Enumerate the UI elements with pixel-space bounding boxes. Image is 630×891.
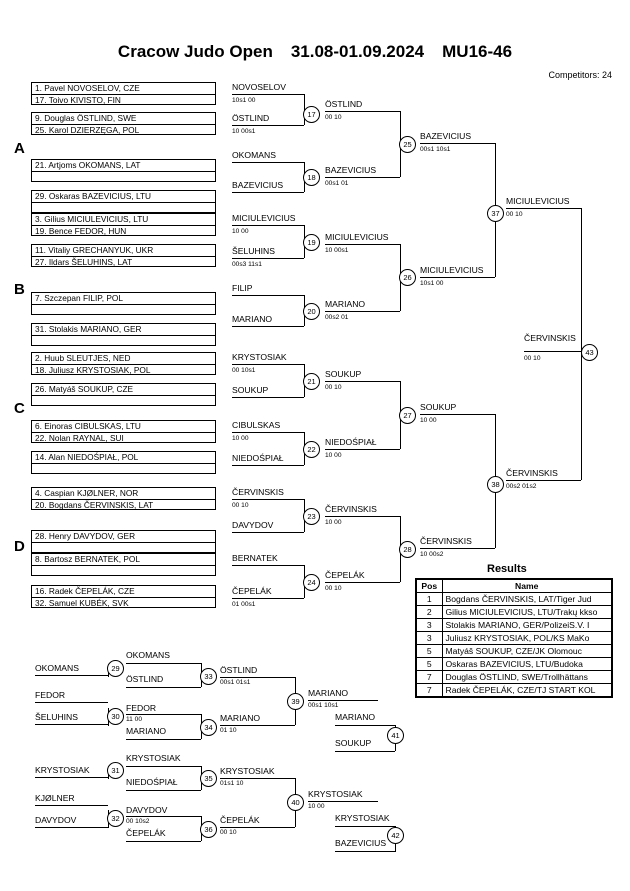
bracket-line	[232, 326, 304, 327]
bracket-line	[220, 778, 295, 779]
r1-score: 10 00	[232, 435, 249, 442]
result-name: Stolakis MARIANO, GER/PolizeiS.V. I	[442, 619, 612, 632]
r1-winner: BAZEVICIUS	[232, 180, 284, 190]
r2-winner: MICIULEVICIUS	[325, 232, 389, 242]
semi-winner: MICIULEVICIUS	[506, 196, 570, 206]
r1-winner: SOUKUP	[232, 385, 269, 395]
entry-box[interactable]	[31, 553, 216, 576]
match-node-34[interactable]: 34	[200, 719, 217, 736]
entry-name: 18. Juliusz KRYSTOSIAK, POL	[32, 364, 215, 376]
rep-score: 10 00	[308, 803, 325, 810]
bracket-line	[335, 851, 395, 852]
page-title	[0, 42, 630, 62]
rep-winner: ČEPELÁK	[220, 815, 260, 825]
bracket-line	[126, 714, 201, 715]
r1-winner: BERNATEK	[232, 553, 278, 563]
bracket-line	[126, 790, 201, 791]
entry-name	[32, 565, 215, 577]
bracket-line	[325, 311, 400, 312]
entry-name: 20. Bogdans ČERVINSKIS, LAT	[32, 499, 215, 511]
match-node-17[interactable]: 17	[303, 106, 320, 123]
table-row	[416, 632, 612, 645]
entry-name	[32, 304, 215, 316]
match-node-43[interactable]: 43	[581, 344, 598, 361]
rep-score: 01 10	[220, 727, 237, 734]
entry-name: 19. Bence FEDOR, HUN	[32, 225, 215, 237]
entry-box[interactable]	[31, 487, 216, 510]
bracket-line	[420, 143, 495, 144]
r1-winner: KRYSTOSIAK	[232, 352, 287, 362]
entry-name: 31. Stolakis MARIANO, GER	[35, 324, 142, 334]
bracket-line	[35, 777, 108, 778]
semi-score: 00 10	[506, 211, 523, 218]
entry-box[interactable]	[31, 159, 216, 182]
table-row	[416, 619, 612, 632]
result-pos: 1	[416, 593, 442, 606]
bracket-line	[232, 499, 304, 500]
result-name: Douglas ÖSTLIND, SWE/Trollhättans	[442, 671, 612, 684]
entry-box[interactable]	[31, 244, 216, 267]
r3-winner: ČERVINSKIS	[420, 536, 472, 546]
result-pos: 5	[416, 658, 442, 671]
bracket-line	[581, 208, 582, 480]
r1-score: 00s3 11s1	[232, 261, 262, 268]
r3-score: 10 00	[420, 417, 437, 424]
bracket-line	[335, 826, 395, 827]
bracket-line	[325, 449, 400, 450]
r1-score: 10s1 00	[232, 97, 256, 104]
bracket-line	[506, 208, 581, 209]
match-node-25[interactable]: 25	[399, 136, 416, 153]
bronze-entry: BAZEVICIUS	[335, 838, 387, 848]
result-name: Bogdans ČERVINSKIS, LAT/Tiger Jud	[442, 593, 612, 606]
match-node-35[interactable]: 35	[200, 770, 217, 787]
rep-winner: ČEPELÁK	[126, 828, 166, 838]
bracket-line	[35, 827, 108, 828]
entry-name: 29. Oskaras BAZEVICIUS, LTU	[35, 191, 152, 201]
rep-winner: DAVYDOV	[126, 805, 168, 815]
match-node-37[interactable]: 37	[487, 205, 504, 222]
bracket-line	[325, 244, 400, 245]
match-node-23[interactable]: 23	[303, 508, 320, 525]
rep-winner: KRYSTOSIAK	[126, 753, 181, 763]
rep-entry: KRYSTOSIAK	[35, 765, 90, 775]
r1-winner: NIEDOŚPIAŁ	[232, 453, 284, 463]
entry-box[interactable]	[31, 82, 216, 105]
entry-box[interactable]	[31, 213, 216, 236]
match-node-29[interactable]: 29	[107, 660, 124, 677]
rep-winner: MARIANO	[220, 713, 261, 723]
rep-entry: DAVYDOV	[35, 815, 77, 825]
rep-score: 00s1 01s1	[220, 679, 251, 686]
entry-name: 1. Pavel NOVOSELOV, CZE	[35, 83, 140, 93]
results-table	[415, 578, 613, 698]
table-row	[416, 684, 612, 698]
bronze-entry: MARIANO	[335, 712, 376, 722]
match-node-40[interactable]: 40	[287, 794, 304, 811]
r3-winner: SOUKUP	[420, 402, 457, 412]
bracket-line	[126, 841, 201, 842]
entry-box[interactable]	[31, 451, 216, 474]
entry-name	[32, 171, 215, 183]
bracket-line	[420, 414, 495, 415]
bracket-line	[126, 739, 201, 740]
bracket-line	[524, 351, 581, 352]
r1-winner: NOVOSELOV	[232, 82, 286, 92]
bracket-line	[232, 225, 304, 226]
r1-winner: ÖSTLIND	[232, 113, 270, 123]
r1-winner: ČEPELÁK	[232, 586, 272, 596]
entry-name: 9. Douglas ÖSTLIND, SWE	[35, 113, 137, 123]
r2-score: 10 00s1	[325, 247, 349, 254]
result-name: Radek ČEPELÁK, CZE/TJ START KOL	[442, 684, 612, 698]
bracket-line	[232, 397, 304, 398]
bracket-line	[126, 766, 201, 767]
competitors-count: Competitors: 24	[548, 70, 612, 80]
entry-box[interactable]	[31, 530, 216, 553]
r3-score: 10 00s2	[420, 551, 444, 558]
bracket-line	[325, 177, 400, 178]
table-row	[416, 606, 612, 619]
entry-name: 27. Ildars ŠELUHINS, LAT	[32, 256, 215, 268]
match-node-27[interactable]: 27	[399, 407, 416, 424]
match-node-42[interactable]: 42	[387, 827, 404, 844]
r1-score: 01 00s1	[232, 601, 256, 608]
match-node-21[interactable]: 21	[303, 373, 320, 390]
match-node-36[interactable]: 36	[200, 821, 217, 838]
bracket-line	[232, 125, 304, 126]
bracket-line	[325, 516, 400, 517]
entry-name: 3. Gilius MICIULEVICIUS, LTU	[35, 214, 149, 224]
entry-name	[32, 335, 215, 347]
r1-score: 10 00s1	[232, 128, 256, 135]
group-label-b: B	[14, 281, 25, 298]
rep-entry: KJØLNER	[35, 793, 75, 803]
entry-name	[32, 395, 215, 407]
bracket-line	[35, 724, 108, 725]
entry-box[interactable]	[31, 420, 216, 443]
event-date: 31.08-01.09.2024	[290, 42, 425, 61]
entry-name: 17. Toivo KIVISTO, FIN	[32, 94, 215, 106]
r1-winner: FILIP	[232, 283, 253, 293]
entry-name: 28. Henry DAVYDOV, GER	[35, 531, 136, 541]
entry-name: 32. Samuel KUBÉK, SVK	[32, 597, 215, 609]
entry-name: 22. Nolan RAYNAL, SUI	[32, 432, 215, 444]
r2-score: 00 10	[325, 114, 342, 121]
r1-winner: OKOMANS	[232, 150, 276, 160]
table-row	[416, 593, 612, 606]
column-header-name: Name	[442, 579, 612, 593]
table-row	[416, 658, 612, 671]
result-name: Oskaras BAZEVICIUS, LTU/Budoka	[442, 658, 612, 671]
entry-name	[32, 463, 215, 475]
group-label-a: A	[14, 140, 25, 157]
r2-winner: NIEDOŚPIAŁ	[325, 437, 377, 447]
r1-score: 10 00	[232, 228, 249, 235]
bracket-line	[506, 480, 581, 481]
r3-winner: BAZEVICIUS	[420, 131, 472, 141]
bracket-line	[126, 816, 201, 817]
r2-winner: SOUKUP	[325, 369, 362, 379]
bracket-line	[325, 582, 400, 583]
r3-score: 10s1 00	[420, 280, 444, 287]
r1-winner: DAVYDOV	[232, 520, 274, 530]
result-pos: 3	[416, 632, 442, 645]
r3-score: 00s1 10s1	[420, 146, 451, 153]
bracket-line	[220, 677, 295, 678]
column-header-pos: Pos	[416, 579, 442, 593]
match-node-19[interactable]: 19	[303, 234, 320, 251]
entry-box[interactable]	[31, 292, 216, 315]
rep-score: 00 10s2	[126, 818, 150, 825]
bracket-line	[232, 258, 304, 259]
r2-winner: ČEPELÁK	[325, 570, 365, 580]
entry-name: 21. Artjoms OKOMANS, LAT	[35, 160, 141, 170]
rep-entry: ŠELUHINS	[35, 712, 78, 722]
match-node-30[interactable]: 30	[107, 708, 124, 725]
result-name: Gilius MICIULEVICIUS, LTU/Trakų kkso	[442, 606, 612, 619]
rep-winner: MARIANO	[126, 726, 167, 736]
entry-name: 7. Szczepan FILIP, POL	[35, 293, 123, 303]
match-node-39[interactable]: 39	[287, 693, 304, 710]
bracket-line	[325, 111, 400, 112]
semi-score: 00s2 01s2	[506, 483, 537, 490]
result-pos: 7	[416, 671, 442, 684]
r2-winner: ÖSTLIND	[325, 99, 363, 109]
bracket-line	[232, 432, 304, 433]
match-node-33[interactable]: 33	[200, 668, 217, 685]
match-node-41[interactable]: 41	[387, 727, 404, 744]
rep-winner: KRYSTOSIAK	[308, 789, 363, 799]
bracket-line	[308, 801, 378, 802]
result-pos: 2	[416, 606, 442, 619]
rep-winner: FEDOR	[126, 703, 157, 713]
bracket-line	[420, 277, 495, 278]
match-node-31[interactable]: 31	[107, 762, 124, 779]
rep-winner: ÖSTLIND	[220, 665, 258, 675]
match-node-32[interactable]: 32	[107, 810, 124, 827]
result-pos: 5	[416, 645, 442, 658]
final-score: 00 10	[524, 355, 541, 362]
entry-box[interactable]	[31, 323, 216, 346]
semi-winner: ČERVINSKIS	[506, 468, 558, 478]
entry-name: 4. Caspian KJØLNER, NOR	[35, 488, 139, 498]
bracket-line	[232, 295, 304, 296]
bracket-line	[232, 565, 304, 566]
entry-box[interactable]	[31, 585, 216, 608]
match-node-24[interactable]: 24	[303, 574, 320, 591]
match-node-20[interactable]: 20	[303, 303, 320, 320]
rep-score: 00 10	[220, 829, 237, 836]
rep-winner: MARIANO	[308, 688, 349, 698]
bracket-line	[220, 827, 295, 828]
bracket-line	[232, 465, 304, 466]
r2-score: 00 10	[325, 585, 342, 592]
match-node-18[interactable]: 18	[303, 169, 320, 186]
event-name: Cracow Judo Open	[117, 42, 273, 61]
bracket-line	[232, 532, 304, 533]
entry-name: 16. Radek ČEPELÁK, CZE	[35, 586, 135, 596]
result-pos: 7	[416, 684, 442, 698]
bracket-line	[232, 94, 304, 95]
entry-name: 14. Alan NIEDOŚPIAŁ, POL	[35, 452, 139, 462]
match-node-38[interactable]: 38	[487, 476, 504, 493]
final-winner: ČERVINSKIS	[524, 333, 576, 343]
rep-entry: FEDOR	[35, 690, 66, 700]
r1-winner: MICIULEVICIUS	[232, 213, 296, 223]
group-label-d: D	[14, 538, 25, 555]
rep-score: 00s1 10s1	[308, 702, 339, 709]
r2-score: 00 10	[325, 384, 342, 391]
bracket-line	[335, 725, 395, 726]
bracket-line	[220, 725, 295, 726]
rep-entry: OKOMANS	[35, 663, 79, 673]
r1-winner: CIBULSKAS	[232, 420, 281, 430]
rep-winner: NIEDOŚPIAŁ	[126, 777, 178, 787]
entry-box[interactable]	[31, 112, 216, 135]
r2-score: 10 00	[325, 519, 342, 526]
bracket-line	[325, 381, 400, 382]
bracket-line	[126, 663, 201, 664]
bracket-line	[35, 805, 108, 806]
r2-winner: BAZEVICIUS	[325, 165, 377, 175]
bracket-line	[232, 162, 304, 163]
table-row	[416, 671, 612, 684]
entry-box[interactable]	[31, 352, 216, 375]
match-node-26[interactable]: 26	[399, 269, 416, 286]
result-name: Matyáš SOUKUP, CZE/JK Olomouc	[442, 645, 612, 658]
bracket-line	[335, 751, 395, 752]
rep-score: 11 00	[126, 716, 143, 723]
bracket-line	[35, 702, 108, 703]
entry-box[interactable]	[31, 190, 216, 213]
rep-winner: KRYSTOSIAK	[220, 766, 275, 776]
r2-winner: ČERVINSKIS	[325, 504, 377, 514]
entry-box[interactable]	[31, 383, 216, 406]
rep-score: 01s1 10	[220, 780, 244, 787]
bracket-line	[232, 598, 304, 599]
bracket-line	[232, 192, 304, 193]
bracket-line	[308, 700, 378, 701]
r2-score: 10 00	[325, 452, 342, 459]
bracket-line	[232, 364, 304, 365]
r1-winner: ČERVINSKIS	[232, 487, 284, 497]
bronze-entry: SOUKUP	[335, 738, 372, 748]
table-row	[416, 645, 612, 658]
bracket-line	[420, 548, 495, 549]
event-category: MU16-46	[442, 42, 513, 61]
bracket-line	[35, 675, 108, 676]
r2-winner: MARIANO	[325, 299, 366, 309]
r2-score: 00s2 01	[325, 314, 349, 321]
r2-score: 00s1 01	[325, 180, 349, 187]
group-label-c: C	[14, 400, 25, 417]
entry-name: 25. Karol DZIERZĘGA, POL	[32, 124, 215, 136]
results-title: Results	[487, 563, 527, 575]
r1-score: 00 10	[232, 502, 249, 509]
r1-winner: MARIANO	[232, 314, 273, 324]
entry-name: 8. Bartosz BERNATEK, POL	[35, 554, 140, 564]
table-header-row	[416, 579, 612, 593]
rep-winner: OKOMANS	[126, 650, 170, 660]
r1-score: 00 10s1	[232, 367, 256, 374]
match-node-22[interactable]: 22	[303, 441, 320, 458]
match-node-28[interactable]: 28	[399, 541, 416, 558]
entry-name: 2. Huub SLEUTJES, NED	[35, 353, 131, 363]
rep-winner: ÖSTLIND	[126, 674, 164, 684]
entry-name: 11. Vitaliy GRECHANYUK, UKR	[35, 245, 154, 255]
result-name: Juliusz KRYSTOSIAK, POL/KS MaKo	[442, 632, 612, 645]
entry-name: 6. Einoras CIBULSKAS, LTU	[35, 421, 141, 431]
bronze-entry: KRYSTOSIAK	[335, 813, 390, 823]
r1-winner: ŠELUHINS	[232, 246, 275, 256]
entry-name: 26. Matyáš SOUKUP, CZE	[35, 384, 134, 394]
result-pos: 3	[416, 619, 442, 632]
r3-winner: MICIULEVICIUS	[420, 265, 484, 275]
bracket-line	[126, 687, 201, 688]
